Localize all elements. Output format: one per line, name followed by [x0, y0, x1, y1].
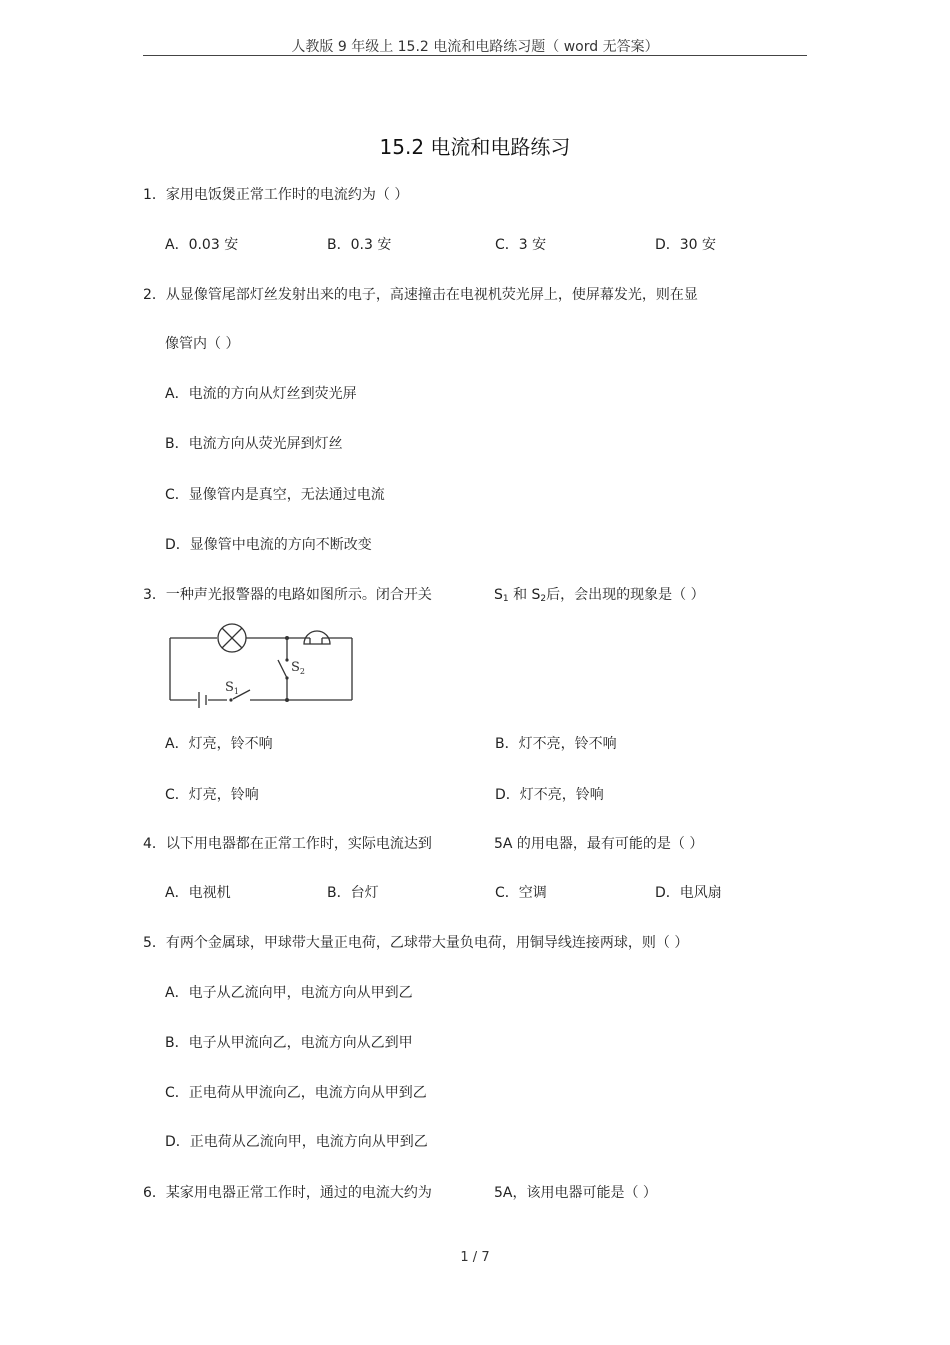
page-number: 1 / 7 [460, 1250, 490, 1265]
question-5-stem: 5．有两个金属球，甲球带大量正电荷，乙球带大量负电荷，用铜导线连接两球，则（ ） [143, 935, 689, 951]
question-1-option-d: D．30 安 [655, 237, 717, 253]
question-5-option-a: A．电子从乙流向甲，电流方向从甲到乙 [165, 985, 413, 1001]
question-2-option-b: B．电流方向从荧光屏到灯丝 [165, 436, 343, 452]
switch-s1-label: S [494, 587, 503, 603]
question-2-option-d: D．显像管中电流的方向不断改变 [165, 537, 372, 553]
question-3-stem-part3: 后，会出现的现象是（ ） [546, 587, 705, 603]
switch-s1-subscript: 1 [502, 594, 509, 604]
question-3-stem-part2 [494, 584, 705, 604]
question-4-option-a: A．电视机 [165, 885, 231, 901]
question-6-stem-part1: 6．某家用电器正常工作时，通过的电流大约为 [143, 1185, 432, 1201]
question-3-stem-part1: 3．一种声光报警器的电路如图所示。闭合开关 [143, 587, 432, 603]
question-5-option-d: D．正电荷从乙流向甲，电流方向从甲到乙 [165, 1134, 428, 1150]
question-4-option-c: C．空调 [495, 885, 547, 901]
switch-s2-icon [278, 660, 287, 678]
switch-s2-subscript: 2 [540, 594, 547, 604]
question-6-stem-part2: 5A，该用电器可能是（ ） [494, 1185, 657, 1201]
page-header: 人教版 9 年级上 15.2 电流和电路练习题（ word 无答案） [291, 39, 659, 55]
question-1-option-b: B．0.3 安 [327, 237, 392, 253]
switch-s2-label: S [531, 587, 541, 603]
question-2-option-c: C．显像管内是真空，无法通过电流 [165, 487, 385, 503]
question-3-option-b: B．灯不亮，铃不响 [495, 736, 617, 752]
question-1-stem: 1．家用电饭煲正常工作时的电流约为（ ） [143, 187, 409, 203]
circuit-diagram [165, 620, 360, 708]
question-4-stem-part1: 4．以下用电器都在正常工作时，实际电流达到 [143, 836, 432, 852]
question-3-option-c: C．灯亮，铃响 [165, 787, 259, 803]
question-2-stem-line2: 像管内（ ） [165, 336, 240, 352]
question-4-option-b: B．台灯 [327, 885, 379, 901]
question-3-option-a: A．灯亮，铃不响 [165, 736, 273, 752]
question-2-option-a: A．电流的方向从灯丝到荧光屏 [165, 386, 357, 402]
header-divider [143, 55, 807, 56]
question-4-option-d: D．电风扇 [655, 885, 722, 901]
question-1-option-a: A．0.03 安 [165, 237, 239, 253]
page-title: 15.2 电流和电路练习 [379, 135, 571, 159]
circuit-s1-label: $S_1$ [225, 680, 239, 696]
question-2-stem-line1: 2．从显像管尾部灯丝发射出来的电子，高速撞击在电视机荧光屏上，使屏幕发光，则在显 [143, 287, 698, 303]
circuit-s2-label: $S_2$ [291, 660, 305, 676]
question-4-stem-part2: 5A 的用电器，最有可能的是（ ） [494, 836, 704, 852]
and-text: 和 [508, 587, 532, 603]
question-5-option-b: B．电子从甲流向乙，电流方向从乙到甲 [165, 1035, 413, 1051]
question-1-option-c: C．3 安 [495, 237, 547, 253]
question-5-option-c: C．正电荷从甲流向乙，电流方向从甲到乙 [165, 1085, 427, 1101]
question-3-option-d: D．灯不亮，铃响 [495, 787, 604, 803]
